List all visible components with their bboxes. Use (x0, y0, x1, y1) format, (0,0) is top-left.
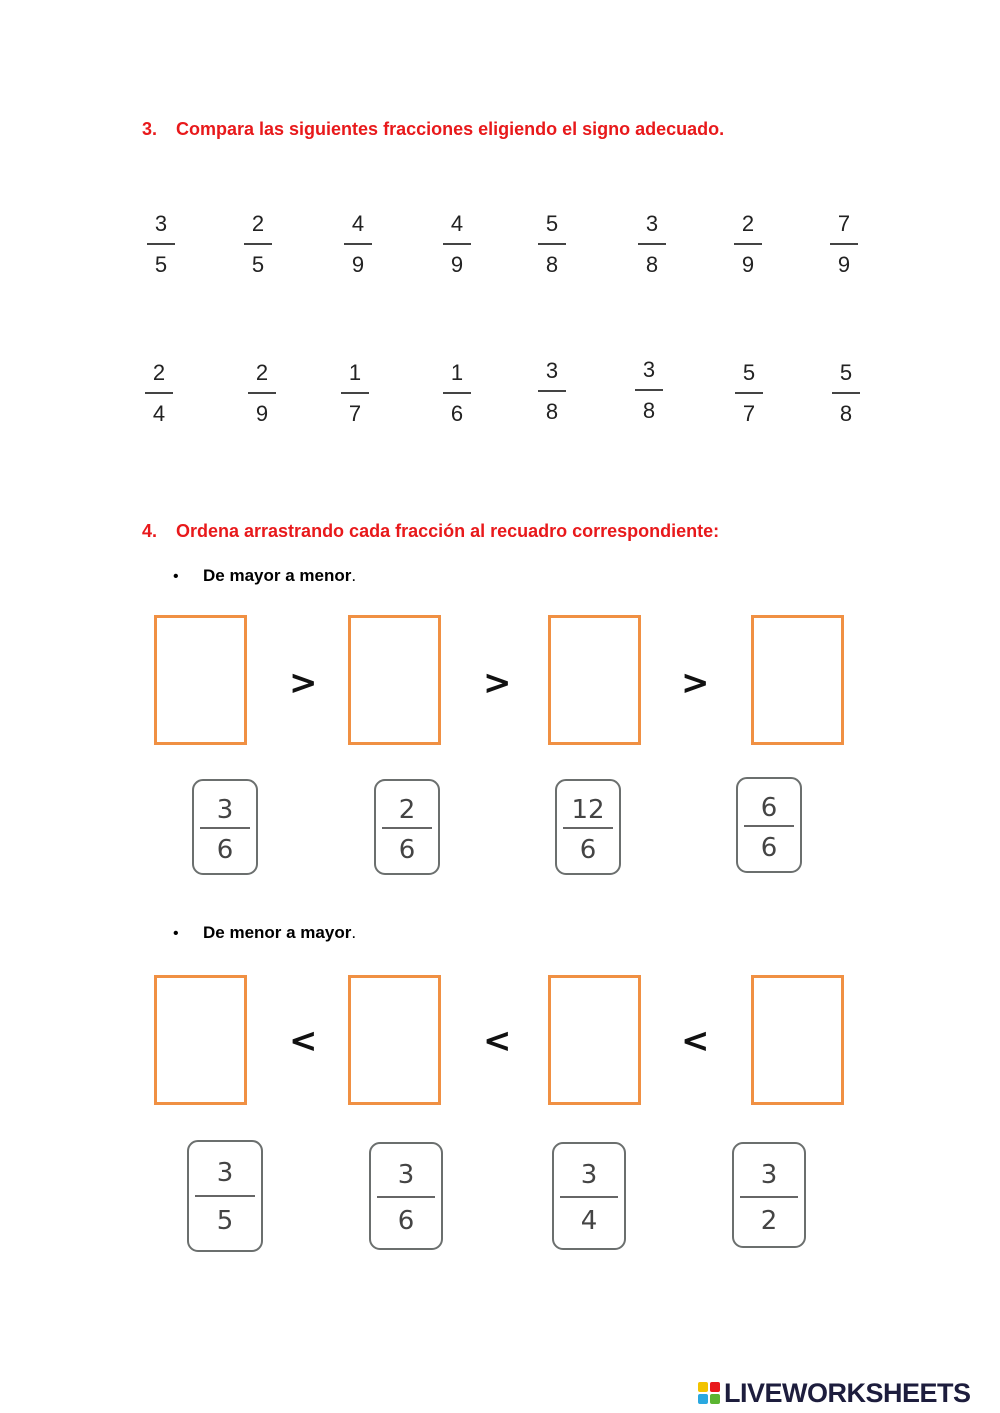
denominator: 5 (154, 251, 168, 277)
denominator: 9 (741, 251, 755, 277)
fraction (340, 213, 376, 276)
denominator: 4 (152, 400, 166, 426)
logo-mark-icon (698, 1382, 720, 1404)
fraction-bar (538, 390, 566, 392)
denominator: 6 (450, 400, 464, 426)
fraction (439, 213, 475, 276)
fraction (141, 362, 177, 425)
fraction-bar (244, 243, 272, 245)
section-3-title: Compara las siguientes fracciones eligiendo el signo adecuado. (176, 119, 725, 139)
greater-than-sign: > (289, 663, 318, 703)
denominator: 8 (642, 397, 656, 423)
logo-text: LIVEWORKSHEETS (724, 1377, 971, 1408)
fraction-tile[interactable] (732, 1142, 806, 1248)
denominator: 9 (255, 400, 269, 426)
denominator: 9 (351, 251, 365, 277)
logo-square (698, 1394, 708, 1404)
tile-denominator: 6 (216, 835, 234, 865)
section-3-heading (142, 119, 724, 140)
tile-numerator: 3 (216, 1158, 234, 1188)
fraction (244, 362, 280, 425)
section-4-number: 4. (142, 521, 158, 541)
fraction (439, 362, 475, 425)
drop-target-1[interactable] (154, 975, 247, 1105)
fraction-bar (382, 827, 432, 829)
fraction (634, 213, 670, 276)
fraction-tile[interactable] (552, 1142, 626, 1250)
less-than-sign: < (681, 1021, 710, 1061)
numerator: 3 (154, 211, 168, 236)
drop-target-3[interactable] (548, 615, 641, 745)
fraction-tile[interactable] (374, 779, 440, 875)
fraction-bar (563, 827, 613, 829)
period: . (351, 566, 357, 585)
section-4-heading (142, 521, 719, 542)
fraction-bar (341, 392, 369, 394)
liveworksheets-logo (698, 1378, 971, 1408)
fraction-bar (200, 827, 250, 829)
numerator: 4 (351, 211, 365, 236)
fraction-bar (734, 243, 762, 245)
section-4-title: Ordena arrastrando cada fracción al recuadro correspondiente: (176, 521, 720, 541)
denominator: 8 (545, 251, 559, 277)
fraction-bar (830, 243, 858, 245)
fraction-bar (735, 392, 763, 394)
fraction-bar (443, 243, 471, 245)
drop-target-2[interactable] (348, 615, 441, 745)
fraction-bar (344, 243, 372, 245)
fraction-bar (443, 392, 471, 394)
drop-target-1[interactable] (154, 615, 247, 745)
fraction (731, 362, 767, 425)
fraction (828, 362, 864, 425)
tile-denominator: 4 (580, 1206, 598, 1236)
fraction-tile[interactable] (369, 1142, 443, 1250)
fraction-bar (560, 1196, 618, 1198)
tile-denominator: 6 (397, 1206, 415, 1236)
less-than-sign: < (483, 1021, 512, 1061)
tile-denominator: 6 (579, 835, 597, 865)
ascending-label: De menor a mayor (203, 923, 352, 942)
fraction (534, 213, 570, 276)
tile-denominator: 2 (760, 1206, 778, 1236)
numerator: 5 (839, 360, 853, 385)
fraction-bar (145, 392, 173, 394)
denominator: 5 (251, 251, 265, 277)
fraction (730, 213, 766, 276)
fraction-bar (147, 243, 175, 245)
denominator: 8 (545, 398, 559, 424)
fraction-bar (740, 1196, 798, 1198)
tile-denominator: 5 (216, 1206, 234, 1236)
numerator: 2 (741, 211, 755, 236)
bullet-icon: • (173, 925, 179, 942)
greater-than-sign: > (681, 663, 710, 703)
fraction-bar (377, 1196, 435, 1198)
numerator: 5 (545, 211, 559, 236)
fraction-tile[interactable] (736, 777, 802, 873)
fraction (143, 213, 179, 276)
numerator: 1 (348, 360, 362, 385)
less-than-sign: < (289, 1021, 318, 1061)
fraction-bar (248, 392, 276, 394)
fraction-tile[interactable] (555, 779, 621, 875)
descending-label: De mayor a menor (203, 566, 352, 585)
fraction-bar (744, 825, 794, 827)
logo-square (710, 1382, 720, 1392)
fraction-bar (538, 243, 566, 245)
numerator: 2 (152, 360, 166, 385)
tile-numerator: 3 (760, 1160, 778, 1190)
tile-numerator: 12 (571, 795, 605, 825)
period: . (351, 923, 357, 942)
tile-numerator: 2 (398, 795, 416, 825)
denominator: 9 (837, 251, 851, 277)
numerator: 3 (545, 358, 559, 383)
denominator: 7 (742, 400, 756, 426)
fraction-tile[interactable] (187, 1140, 263, 1252)
ascending-instruction (173, 923, 356, 943)
fraction (631, 359, 667, 422)
fraction-bar (195, 1195, 255, 1197)
tile-numerator: 3 (216, 795, 234, 825)
logo-square (698, 1382, 708, 1392)
numerator: 1 (450, 360, 464, 385)
drop-target-2[interactable] (348, 975, 441, 1105)
denominator: 7 (348, 400, 362, 426)
numerator: 3 (645, 211, 659, 236)
tile-numerator: 3 (580, 1160, 598, 1190)
numerator: 4 (450, 211, 464, 236)
fraction-bar (635, 389, 663, 391)
tile-denominator: 6 (398, 835, 416, 865)
fraction-bar (638, 243, 666, 245)
bullet-icon: • (173, 568, 179, 585)
logo-square (710, 1394, 720, 1404)
numerator: 7 (837, 211, 851, 236)
drop-target-3[interactable] (548, 975, 641, 1105)
descending-instruction (173, 566, 356, 586)
tile-denominator: 6 (760, 833, 778, 863)
fraction-bar (832, 392, 860, 394)
numerator: 2 (251, 211, 265, 236)
numerator: 3 (642, 357, 656, 382)
fraction (534, 360, 570, 423)
tile-numerator: 6 (760, 793, 778, 823)
tile-numerator: 3 (397, 1160, 415, 1190)
numerator: 5 (742, 360, 756, 385)
fraction (240, 213, 276, 276)
denominator: 8 (645, 251, 659, 277)
fraction (826, 213, 862, 276)
numerator: 2 (255, 360, 269, 385)
greater-than-sign: > (483, 663, 512, 703)
fraction (337, 362, 373, 425)
denominator: 8 (839, 400, 853, 426)
drop-target-4[interactable] (751, 975, 844, 1105)
fraction-tile[interactable] (192, 779, 258, 875)
drop-target-4[interactable] (751, 615, 844, 745)
section-3-number: 3. (142, 119, 158, 139)
denominator: 9 (450, 251, 464, 277)
